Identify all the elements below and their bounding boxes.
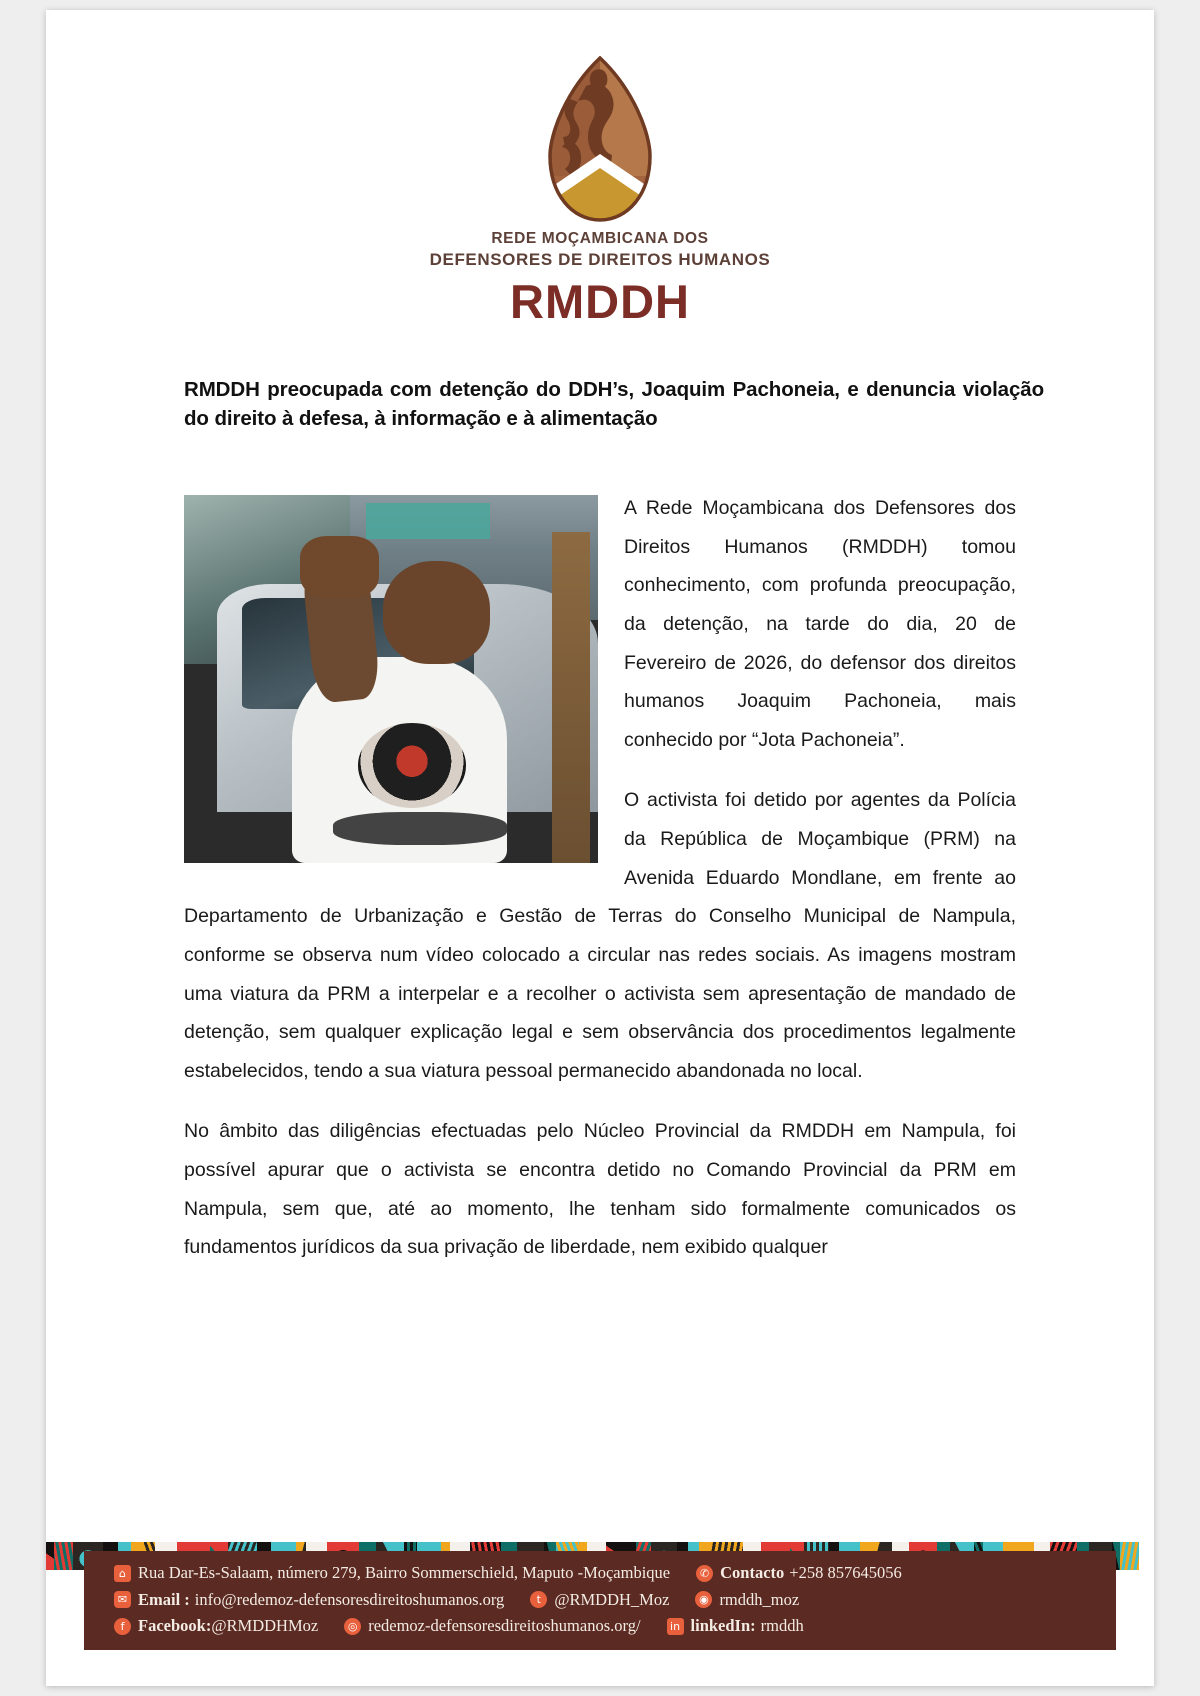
email-label: Email : bbox=[138, 1589, 190, 1609]
footer-linkedin[interactable] bbox=[667, 1614, 804, 1639]
paragraph-2: O activista foi detido por agentes da Polícia da República de Moçambique (PRM) na Avenida Eduardo Mondlane, em frente ao Departamento de Urbanização e Gestão de Terras do Conselho Municipal de Nampula, conforme se observa num vídeo colocado a circular nas redes sociais. As imagens mostram uma viatura da PRM a interpelar e a recolher o activista sem apresentação de mandado de detenção, sem qualquer explicação legal e sem observância dos procedimentos legalmente estabelecidos, tendo a sua viatura pessoal permanecido abandonada no local. bbox=[184, 789, 1016, 1082]
facebook-icon: f bbox=[114, 1618, 131, 1635]
document-page bbox=[46, 10, 1154, 1686]
rmddh-logo-icon bbox=[538, 56, 662, 224]
contact-footer bbox=[84, 1551, 1116, 1650]
mail-icon: ✉ bbox=[114, 1591, 131, 1608]
linkedin-label: linkedIn: bbox=[690, 1616, 756, 1636]
home-icon: ⌂ bbox=[114, 1565, 131, 1582]
org-name-line-1: REDE MOÇAMBICANA DOS bbox=[491, 230, 709, 247]
org-name-line-2: DEFENSORES DE DIREITOS HUMANOS bbox=[429, 250, 771, 269]
linkedin-icon: in bbox=[667, 1618, 684, 1635]
footer-row bbox=[114, 1561, 1102, 1586]
activist-photo bbox=[184, 495, 598, 863]
capulana-tile bbox=[46, 1542, 54, 1570]
paragraph-3: No âmbito das diligências efectuadas pelo Núcleo Provincial da RMDDH em Nampula, foi possível apurar que o activista se encontra detido no Comando Provincial da PRM em Nampula, sem que, até ao momento, lhe tenham sido formalmente comunicados os fundamentos jurídicos da sua privação de liberdade, nem exibido qualquer bbox=[184, 1120, 1016, 1259]
document-header bbox=[46, 10, 1154, 329]
footer-phone[interactable] bbox=[696, 1561, 902, 1586]
footer-row bbox=[114, 1588, 1102, 1613]
email-value: info@redemoz-defensoresdireitoshumanos.org bbox=[194, 1589, 505, 1609]
org-acronym: RMDDH bbox=[510, 275, 690, 328]
footer-email[interactable] bbox=[114, 1588, 504, 1613]
linkedin-value: rmddh bbox=[760, 1616, 804, 1636]
address-value: Rua Dar-Es-Salaam, número 279, Bairro Sommerschield, Maputo -Moçambique bbox=[138, 1562, 671, 1582]
phone-label: Contacto bbox=[720, 1562, 785, 1582]
page-title: RMDDH preocupada com detenção do DDH’s, Joaquim Pachoneia, e denuncia violação do direito à defesa, à informação e à alimentação bbox=[184, 378, 1044, 431]
instagram-icon: ◉ bbox=[695, 1591, 712, 1608]
website-value: redemoz-defensoresdireitoshumanos.org/ bbox=[368, 1616, 641, 1636]
facebook-value: @RMDDHMoz bbox=[211, 1616, 319, 1636]
capulana-tile bbox=[54, 1542, 73, 1570]
capulana-tile bbox=[1120, 1542, 1139, 1570]
twitter-icon: t bbox=[530, 1591, 547, 1608]
phone-value: +258 857645056 bbox=[789, 1562, 902, 1582]
website-icon: ◎ bbox=[344, 1618, 361, 1635]
footer-address bbox=[114, 1561, 670, 1586]
phone-icon: ✆ bbox=[696, 1565, 713, 1582]
footer-instagram[interactable] bbox=[695, 1588, 799, 1613]
document-body bbox=[184, 489, 1016, 1267]
paragraph-1: A Rede Moçambicana dos Defensores dos Direitos Humanos (RMDDH) tomou conhecimento, com profunda preocupação, da detenção, na tarde do dia, 20 de Fevereiro de 2026, do defensor dos direitos humanos Joaquim Pachoneia, mais conhecido por “Jota Pachoneia”. bbox=[624, 497, 1016, 751]
footer-twitter[interactable] bbox=[530, 1588, 669, 1613]
footer-website[interactable] bbox=[344, 1614, 640, 1639]
footer-row bbox=[114, 1614, 1102, 1639]
instagram-value: rmddh_moz bbox=[719, 1589, 800, 1609]
twitter-value: @RMDDH_Moz bbox=[554, 1589, 670, 1609]
footer-facebook[interactable] bbox=[114, 1614, 318, 1639]
facebook-label: Facebook: bbox=[138, 1616, 212, 1636]
